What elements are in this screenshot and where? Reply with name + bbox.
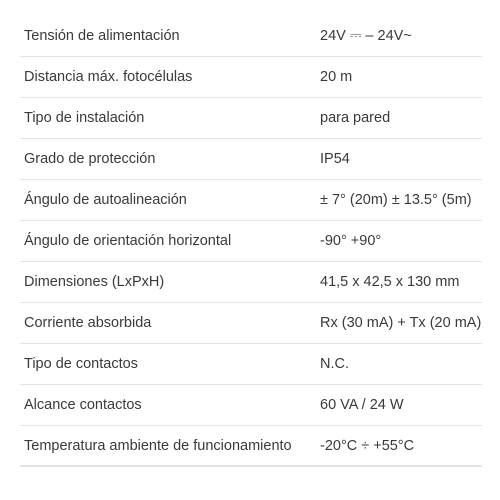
spec-value: para pared [320, 110, 391, 126]
spec-row-horizontal-orientation [20, 221, 482, 262]
spec-row-power-supply [20, 16, 482, 57]
spec-value: -20°C ÷ +55°C [320, 437, 415, 454]
spec-value: 60 VA / 24 W [320, 397, 404, 413]
spec-row-self-alignment-angle [20, 180, 482, 221]
spec-value: 24V ⎓ – 24V~ [320, 28, 412, 44]
spec-table [20, 16, 482, 467]
spec-row-dimensions [20, 262, 482, 303]
spec-row-operating-temperature [20, 426, 482, 467]
spec-row-max-distance [20, 57, 482, 98]
spec-value: -90° +90° [320, 233, 382, 249]
spec-label: Tipo de instalación [24, 110, 145, 126]
spec-label: Alcance contactos [24, 397, 142, 413]
spec-label: Grado de protección [24, 151, 156, 167]
spec-label: Corriente absorbida [24, 315, 152, 331]
spec-label: Ángulo de autoalineación [24, 192, 187, 208]
spec-value: Rx (30 mA) + Tx (20 mA) [320, 315, 482, 331]
spec-label: Dimensiones (LxPxH) [24, 274, 165, 290]
spec-value: 20 m [320, 69, 353, 85]
spec-label: Distancia máx. fotocélulas [24, 69, 193, 85]
spec-label: Tensión de alimentación [24, 28, 180, 44]
spec-value: N.C. [320, 356, 349, 372]
spec-label: Tipo de contactos [24, 356, 138, 372]
spec-row-contact-type [20, 344, 482, 385]
spec-label: Ángulo de orientación horizontal [24, 233, 232, 249]
spec-row-installation-type [20, 98, 482, 139]
spec-label: Temperatura ambiente de funcionamiento [24, 437, 292, 454]
spec-row-protection-grade [20, 139, 482, 180]
spec-value: IP54 [320, 151, 350, 167]
spec-row-current-draw [20, 303, 482, 344]
spec-row-contact-rating [20, 385, 482, 426]
spec-value: 41,5 x 42,5 x 130 mm [320, 274, 460, 290]
spec-value: ± 7° (20m) ± 13.5° (5m) [320, 192, 472, 208]
